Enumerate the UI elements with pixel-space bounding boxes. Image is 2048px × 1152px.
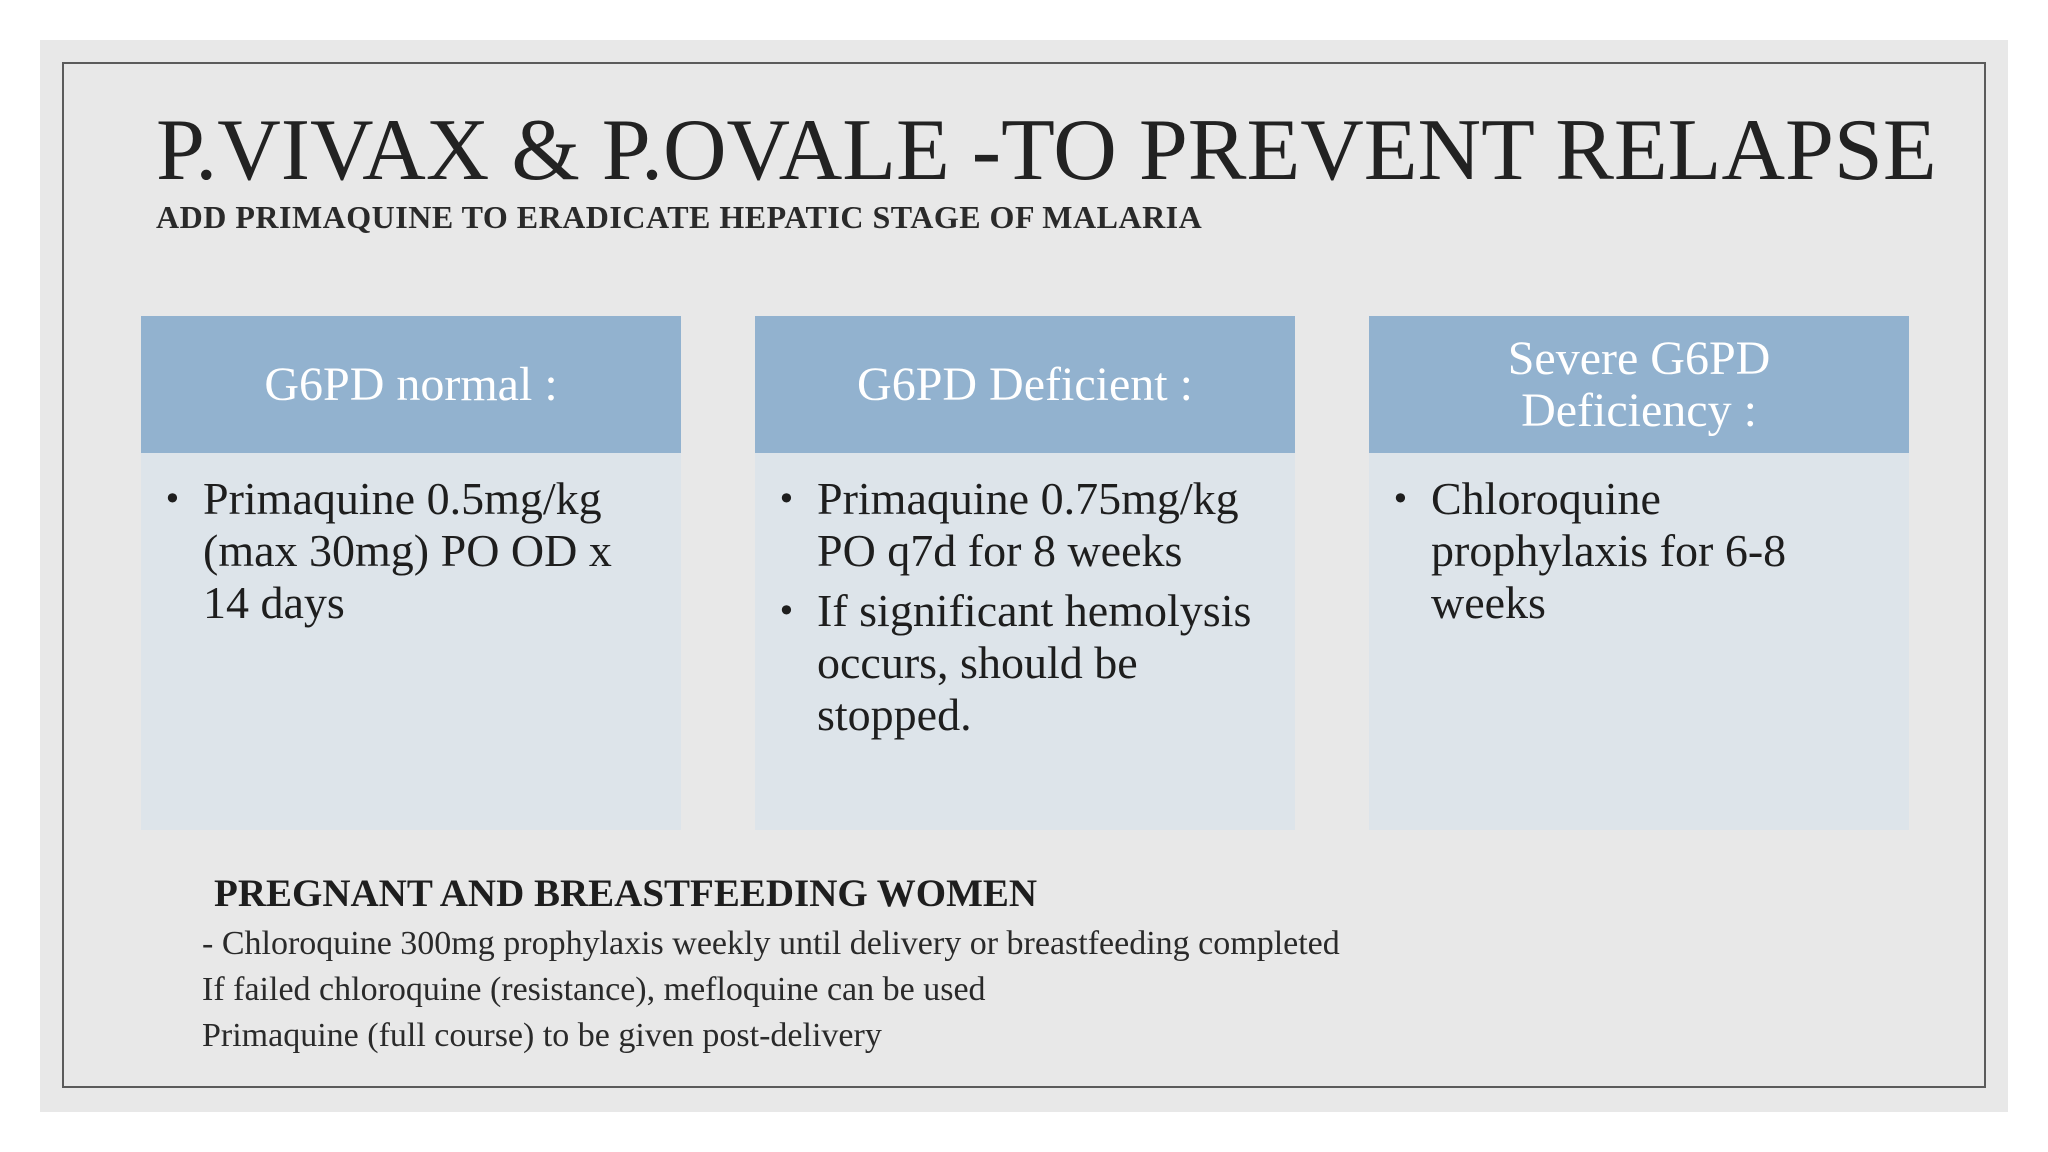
list-item-text: If significant hemolysis occurs, should be stopped. <box>817 585 1252 740</box>
bullet-icon: • <box>1391 480 1410 518</box>
card-body <box>755 453 1295 741</box>
bullet-list <box>163 473 661 629</box>
card-g6pd-normal <box>141 316 681 830</box>
list-item <box>1391 473 1889 629</box>
card-body <box>141 453 681 629</box>
pregnancy-line: If failed chloroquine (resistance), mefloquine can be used <box>202 971 986 1008</box>
list-item <box>777 473 1275 577</box>
slide-title: P.VIVAX & P.OVALE -TO PREVENT RELAPSE <box>156 102 1937 199</box>
bullet-icon: • <box>163 480 182 518</box>
list-item-text: Chloroquine prophylaxis for 6-8 weeks <box>1431 473 1787 628</box>
card-header: G6PD normal : <box>141 316 681 453</box>
list-item-text: Primaquine 0.75mg/kg PO q7d for 8 weeks <box>817 473 1239 576</box>
bullet-icon: • <box>777 480 796 518</box>
pregnancy-section-title: PREGNANT AND BREASTFEEDING WOMEN <box>214 872 1038 915</box>
slide-subtitle: ADD PRIMAQUINE TO ERADICATE HEPATIC STAGE OF MALARIA <box>156 199 1203 235</box>
list-item-text: Primaquine 0.5mg/kg (max 30mg) PO OD x 14 days <box>203 473 612 628</box>
bullet-icon: • <box>777 592 796 630</box>
card-g6pd-deficient <box>755 316 1295 830</box>
pregnancy-line: Primaquine (full course) to be given post-delivery <box>202 1017 882 1054</box>
card-header: Severe G6PD Deficiency : <box>1369 316 1909 453</box>
card-header: G6PD Deficient : <box>755 316 1295 453</box>
card-severe-g6pd-deficiency <box>1369 316 1909 830</box>
bullet-list <box>777 473 1275 741</box>
bullet-list <box>1391 473 1889 629</box>
pregnancy-line: - Chloroquine 300mg prophylaxis weekly until delivery or breastfeeding completed <box>202 925 1340 962</box>
list-item <box>163 473 661 629</box>
list-item <box>777 585 1275 741</box>
card-body <box>1369 453 1909 629</box>
